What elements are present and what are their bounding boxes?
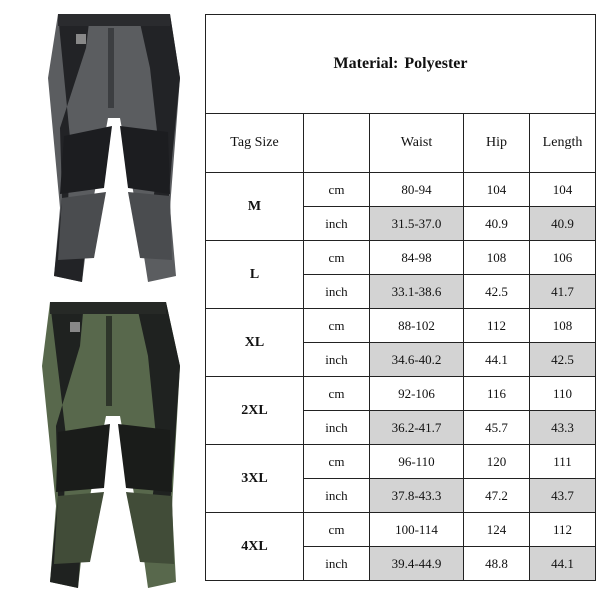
material-label: Material: (333, 55, 399, 72)
hip-cell: 116 (464, 377, 530, 411)
size-cell: M (206, 173, 304, 241)
waist-cell: 37.8-43.3 (370, 479, 464, 513)
unit-cell: inch (304, 275, 370, 309)
hip-cell: 44.1 (464, 343, 530, 377)
length-cell: 43.7 (530, 479, 596, 513)
waist-cell: 33.1-38.6 (370, 275, 464, 309)
length-cell: 43.3 (530, 411, 596, 445)
hip-cell: 45.7 (464, 411, 530, 445)
size-cell: 3XL (206, 445, 304, 513)
waist-cell: 92-106 (370, 377, 464, 411)
unit-cell: cm (304, 513, 370, 547)
unit-cell: inch (304, 411, 370, 445)
header-waist: Waist (370, 114, 464, 173)
hip-cell: 108 (464, 241, 530, 275)
unit-cell: inch (304, 343, 370, 377)
waist-cell: 80-94 (370, 173, 464, 207)
hip-cell: 112 (464, 309, 530, 343)
length-cell: 110 (530, 377, 596, 411)
length-cell: 104 (530, 173, 596, 207)
size-table (205, 14, 596, 581)
unit-cell: cm (304, 309, 370, 343)
length-cell: 108 (530, 309, 596, 343)
header-unit (304, 114, 370, 173)
unit-cell: cm (304, 173, 370, 207)
hip-cell: 42.5 (464, 275, 530, 309)
size-cell: 4XL (206, 513, 304, 581)
hip-cell: 40.9 (464, 207, 530, 241)
hip-cell: 48.8 (464, 547, 530, 581)
waist-cell: 84-98 (370, 241, 464, 275)
hip-cell: 120 (464, 445, 530, 479)
waist-cell: 96-110 (370, 445, 464, 479)
unit-cell: cm (304, 377, 370, 411)
hip-cell: 47.2 (464, 479, 530, 513)
unit-cell: cm (304, 445, 370, 479)
size-chart (205, 0, 600, 600)
hip-cell: 104 (464, 173, 530, 207)
green-pants-image (20, 296, 190, 592)
product-images (0, 0, 205, 600)
waist-cell: 88-102 (370, 309, 464, 343)
length-cell: 41.7 (530, 275, 596, 309)
size-cell: L (206, 241, 304, 309)
unit-cell: inch (304, 547, 370, 581)
grey-pants-image (20, 8, 190, 288)
header-hip: Hip (464, 114, 530, 173)
waist-cell: 39.4-44.9 (370, 547, 464, 581)
length-cell: 44.1 (530, 547, 596, 581)
header-tag-size: Tag Size (206, 114, 304, 173)
unit-cell: inch (304, 479, 370, 513)
material-value: Polyester (404, 55, 468, 72)
waist-cell: 36.2-41.7 (370, 411, 464, 445)
length-cell: 111 (530, 445, 596, 479)
unit-cell: inch (304, 207, 370, 241)
hip-cell: 124 (464, 513, 530, 547)
unit-cell: cm (304, 241, 370, 275)
length-cell: 112 (530, 513, 596, 547)
length-cell: 40.9 (530, 207, 596, 241)
size-cell: 2XL (206, 377, 304, 445)
length-cell: 106 (530, 241, 596, 275)
length-cell: 42.5 (530, 343, 596, 377)
size-cell: XL (206, 309, 304, 377)
waist-cell: 31.5-37.0 (370, 207, 464, 241)
waist-cell: 34.6-40.2 (370, 343, 464, 377)
waist-cell: 100-114 (370, 513, 464, 547)
material-header (206, 15, 596, 114)
header-length: Length (530, 114, 596, 173)
